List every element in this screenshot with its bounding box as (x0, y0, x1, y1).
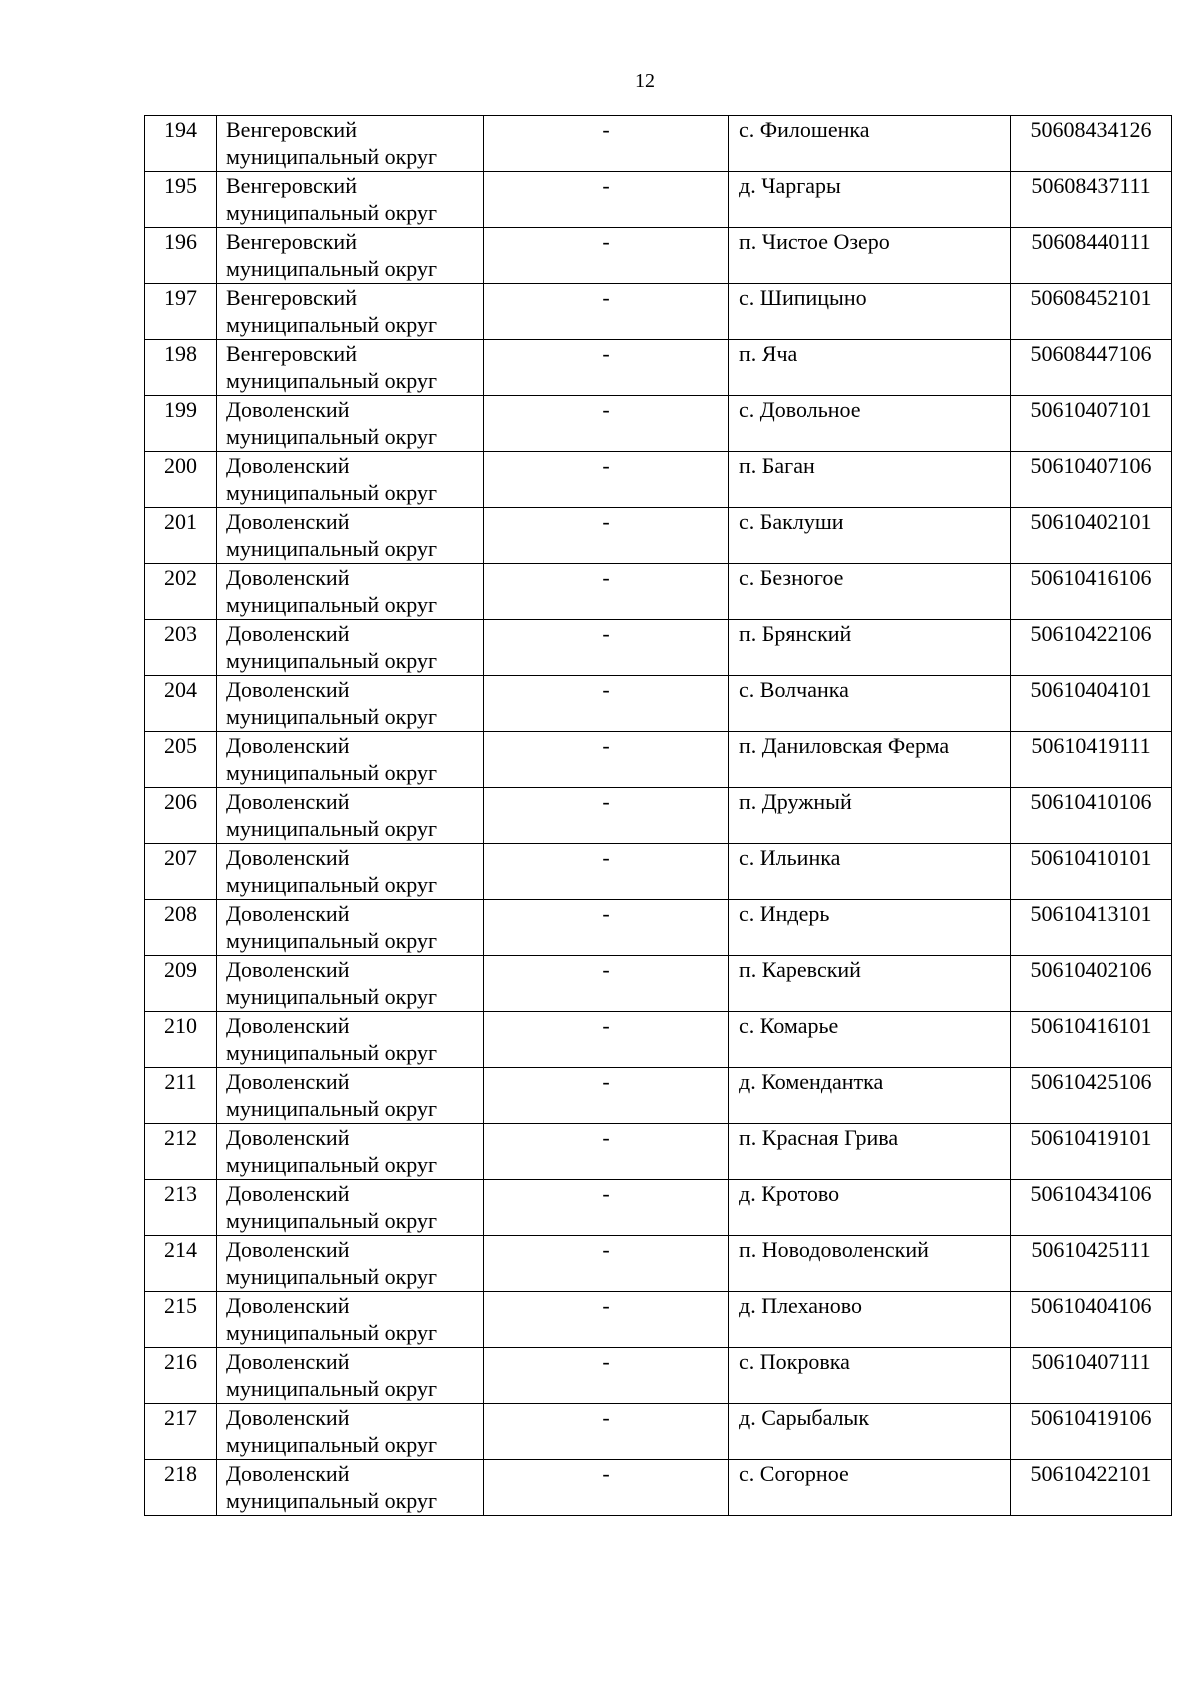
oktmo-code-cell: 50610425111 (1011, 1236, 1172, 1292)
table-row (145, 1012, 1172, 1068)
table-row (145, 396, 1172, 452)
row-number-cell: 203 (145, 620, 217, 676)
district-cell (217, 1292, 484, 1348)
row-number-cell: 209 (145, 956, 217, 1012)
oktmo-code-cell: 50610410101 (1011, 844, 1172, 900)
row-number-cell: 218 (145, 1460, 217, 1516)
settlement-cell: с. Филошенка (729, 116, 1011, 172)
oktmo-code-cell: 50610413101 (1011, 900, 1172, 956)
district-name: Доволенский (226, 397, 350, 422)
district-cell (217, 900, 484, 956)
empty-value-cell: - (484, 1068, 729, 1124)
district-cell (217, 1460, 484, 1516)
district-cell (217, 1068, 484, 1124)
district-cell (217, 1348, 484, 1404)
district-name: Венгеровский (226, 173, 357, 198)
district-type: муниципальный округ (226, 1488, 438, 1513)
empty-value-cell: - (484, 1404, 729, 1460)
district-type: муниципальный округ (226, 1096, 438, 1121)
empty-value-cell: - (484, 1124, 729, 1180)
oktmo-code-cell: 50610407101 (1011, 396, 1172, 452)
empty-value-cell: - (484, 452, 729, 508)
district-type: муниципальный округ (226, 592, 438, 617)
district-name: Доволенский (226, 733, 350, 758)
district-type: муниципальный округ (226, 536, 438, 561)
empty-value-cell: - (484, 788, 729, 844)
settlement-cell: с. Ильинка (729, 844, 1011, 900)
district-cell (217, 228, 484, 284)
table-row (145, 788, 1172, 844)
district-type: муниципальный округ (226, 1320, 438, 1345)
district-name: Доволенский (226, 901, 350, 926)
table-row (145, 1124, 1172, 1180)
district-name: Доволенский (226, 789, 350, 814)
empty-value-cell: - (484, 396, 729, 452)
table-row (145, 620, 1172, 676)
oktmo-code-cell: 50610402101 (1011, 508, 1172, 564)
row-number-cell: 213 (145, 1180, 217, 1236)
table-row (145, 228, 1172, 284)
row-number-cell: 212 (145, 1124, 217, 1180)
district-type: муниципальный округ (226, 144, 438, 169)
row-number-cell: 205 (145, 732, 217, 788)
row-number-cell: 217 (145, 1404, 217, 1460)
district-cell (217, 508, 484, 564)
table-body (145, 116, 1172, 1516)
oktmo-code-cell: 50610419101 (1011, 1124, 1172, 1180)
empty-value-cell: - (484, 1292, 729, 1348)
table-row (145, 844, 1172, 900)
table-row (145, 172, 1172, 228)
empty-value-cell: - (484, 228, 729, 284)
oktmo-code-cell: 50610404101 (1011, 676, 1172, 732)
oktmo-code-cell: 50610425106 (1011, 1068, 1172, 1124)
district-type: муниципальный округ (226, 760, 438, 785)
district-name: Доволенский (226, 845, 350, 870)
row-number-cell: 201 (145, 508, 217, 564)
district-name: Доволенский (226, 1013, 350, 1038)
table-row (145, 676, 1172, 732)
table-row (145, 1348, 1172, 1404)
oktmo-code-cell: 50610422101 (1011, 1460, 1172, 1516)
empty-value-cell: - (484, 676, 729, 732)
district-name: Венгеровский (226, 229, 357, 254)
empty-value-cell: - (484, 284, 729, 340)
district-name: Доволенский (226, 1181, 350, 1206)
district-name: Венгеровский (226, 117, 357, 142)
row-number-cell: 207 (145, 844, 217, 900)
row-number-cell: 215 (145, 1292, 217, 1348)
oktmo-code-cell: 50608440111 (1011, 228, 1172, 284)
district-cell (217, 1404, 484, 1460)
district-type: муниципальный округ (226, 424, 438, 449)
district-name: Доволенский (226, 957, 350, 982)
district-type: муниципальный округ (226, 1040, 438, 1065)
row-number-cell: 196 (145, 228, 217, 284)
district-cell (217, 284, 484, 340)
district-cell (217, 676, 484, 732)
empty-value-cell: - (484, 620, 729, 676)
table-row (145, 1460, 1172, 1516)
row-number-cell: 208 (145, 900, 217, 956)
table-row (145, 508, 1172, 564)
district-cell (217, 844, 484, 900)
row-number-cell: 214 (145, 1236, 217, 1292)
oktmo-code-cell: 50610410106 (1011, 788, 1172, 844)
settlement-cell: с. Согорное (729, 1460, 1011, 1516)
district-type: муниципальный округ (226, 1152, 438, 1177)
settlement-cell: д. Сарыбалык (729, 1404, 1011, 1460)
district-name: Доволенский (226, 1293, 350, 1318)
empty-value-cell: - (484, 564, 729, 620)
table-row (145, 1292, 1172, 1348)
table-row (145, 732, 1172, 788)
row-number-cell: 206 (145, 788, 217, 844)
district-cell (217, 116, 484, 172)
settlement-cell: с. Комарье (729, 1012, 1011, 1068)
settlement-cell: п. Даниловская Ферма (729, 732, 1011, 788)
district-cell (217, 732, 484, 788)
district-type: муниципальный округ (226, 1208, 438, 1233)
district-type: муниципальный округ (226, 816, 438, 841)
district-name: Доволенский (226, 1349, 350, 1374)
oktmo-code-cell: 50610416101 (1011, 1012, 1172, 1068)
empty-value-cell: - (484, 1180, 729, 1236)
district-name: Доволенский (226, 1461, 350, 1486)
district-cell (217, 1012, 484, 1068)
district-type: муниципальный округ (226, 1264, 438, 1289)
district-cell (217, 620, 484, 676)
settlement-cell: п. Чистое Озеро (729, 228, 1011, 284)
row-number-cell: 211 (145, 1068, 217, 1124)
settlement-cell: п. Новодоволенский (729, 1236, 1011, 1292)
empty-value-cell: - (484, 1012, 729, 1068)
table-row (145, 452, 1172, 508)
district-cell (217, 564, 484, 620)
district-type: муниципальный округ (226, 200, 438, 225)
oktmo-code-cell: 50610407106 (1011, 452, 1172, 508)
oktmo-code-cell: 50608434126 (1011, 116, 1172, 172)
district-name: Доволенский (226, 1405, 350, 1430)
oktmo-code-cell: 50610402106 (1011, 956, 1172, 1012)
district-type: муниципальный округ (226, 984, 438, 1009)
district-cell (217, 396, 484, 452)
district-type: муниципальный округ (226, 1432, 438, 1457)
district-cell (217, 1236, 484, 1292)
settlement-cell: п. Яча (729, 340, 1011, 396)
settlement-cell: п. Баган (729, 452, 1011, 508)
empty-value-cell: - (484, 956, 729, 1012)
district-cell (217, 172, 484, 228)
page-number: 12 (635, 70, 655, 92)
settlement-cell: д. Комендантка (729, 1068, 1011, 1124)
settlement-cell: с. Безногое (729, 564, 1011, 620)
empty-value-cell: - (484, 340, 729, 396)
row-number-cell: 194 (145, 116, 217, 172)
district-type: муниципальный округ (226, 256, 438, 281)
table-row (145, 900, 1172, 956)
district-name: Доволенский (226, 677, 350, 702)
row-number-cell: 198 (145, 340, 217, 396)
settlement-cell: д. Плеханово (729, 1292, 1011, 1348)
settlement-cell: д. Чаргары (729, 172, 1011, 228)
table-row (145, 1236, 1172, 1292)
settlements-table (144, 115, 1172, 1516)
empty-value-cell: - (484, 900, 729, 956)
settlement-cell: с. Покровка (729, 1348, 1011, 1404)
settlement-cell: п. Брянский (729, 620, 1011, 676)
district-type: муниципальный округ (226, 928, 438, 953)
district-name: Доволенский (226, 509, 350, 534)
district-name: Доволенский (226, 1069, 350, 1094)
empty-value-cell: - (484, 508, 729, 564)
settlement-cell: с. Индерь (729, 900, 1011, 956)
row-number-cell: 202 (145, 564, 217, 620)
row-number-cell: 210 (145, 1012, 217, 1068)
settlement-cell: с. Шипицыно (729, 284, 1011, 340)
oktmo-code-cell: 50610407111 (1011, 1348, 1172, 1404)
district-cell (217, 340, 484, 396)
row-number-cell: 197 (145, 284, 217, 340)
district-cell (217, 452, 484, 508)
oktmo-code-cell: 50610422106 (1011, 620, 1172, 676)
settlement-cell: с. Баклуши (729, 508, 1011, 564)
table-row (145, 1180, 1172, 1236)
settlement-cell: п. Дружный (729, 788, 1011, 844)
oktmo-code-cell: 50610419106 (1011, 1404, 1172, 1460)
oktmo-code-cell: 50610434106 (1011, 1180, 1172, 1236)
table-row (145, 956, 1172, 1012)
settlement-cell: с. Волчанка (729, 676, 1011, 732)
table-row (145, 340, 1172, 396)
district-name: Доволенский (226, 453, 350, 478)
table-row (145, 1404, 1172, 1460)
table-row (145, 284, 1172, 340)
district-name: Доволенский (226, 621, 350, 646)
table-row (145, 1068, 1172, 1124)
district-cell (217, 956, 484, 1012)
table-row (145, 116, 1172, 172)
district-cell (217, 1124, 484, 1180)
district-cell (217, 788, 484, 844)
district-type: муниципальный округ (226, 872, 438, 897)
empty-value-cell: - (484, 732, 729, 788)
settlement-cell: п. Красная Грива (729, 1124, 1011, 1180)
empty-value-cell: - (484, 844, 729, 900)
settlement-cell: п. Каревский (729, 956, 1011, 1012)
row-number-cell: 216 (145, 1348, 217, 1404)
table-row (145, 564, 1172, 620)
district-type: муниципальный округ (226, 312, 438, 337)
oktmo-code-cell: 50608447106 (1011, 340, 1172, 396)
district-name: Венгеровский (226, 341, 357, 366)
district-type: муниципальный округ (226, 1376, 438, 1401)
district-type: муниципальный округ (226, 648, 438, 673)
district-type: муниципальный округ (226, 480, 438, 505)
row-number-cell: 200 (145, 452, 217, 508)
row-number-cell: 199 (145, 396, 217, 452)
district-name: Доволенский (226, 1125, 350, 1150)
oktmo-code-cell: 50610419111 (1011, 732, 1172, 788)
settlement-cell: с. Довольное (729, 396, 1011, 452)
empty-value-cell: - (484, 172, 729, 228)
oktmo-code-cell: 50610404106 (1011, 1292, 1172, 1348)
district-type: муниципальный округ (226, 704, 438, 729)
oktmo-code-cell: 50608452101 (1011, 284, 1172, 340)
row-number-cell: 204 (145, 676, 217, 732)
district-cell (217, 1180, 484, 1236)
settlement-cell: д. Кротово (729, 1180, 1011, 1236)
district-name: Венгеровский (226, 285, 357, 310)
oktmo-code-cell: 50610416106 (1011, 564, 1172, 620)
district-name: Доволенский (226, 565, 350, 590)
empty-value-cell: - (484, 1460, 729, 1516)
empty-value-cell: - (484, 116, 729, 172)
empty-value-cell: - (484, 1236, 729, 1292)
empty-value-cell: - (484, 1348, 729, 1404)
district-name: Доволенский (226, 1237, 350, 1262)
row-number-cell: 195 (145, 172, 217, 228)
district-type: муниципальный округ (226, 368, 438, 393)
oktmo-code-cell: 50608437111 (1011, 172, 1172, 228)
